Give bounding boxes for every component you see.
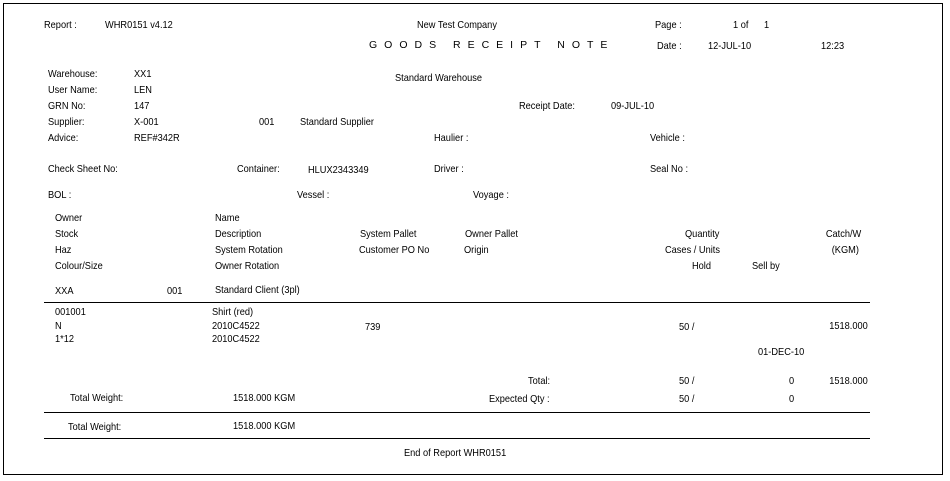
total-units: 0 [789, 375, 795, 387]
advice-label: Advice: [48, 132, 79, 144]
line-quantity: 50 / [679, 321, 695, 333]
report-id: WHR0151 v4.12 [105, 19, 173, 31]
end-of-report: End of Report WHR0151 [404, 447, 507, 459]
report-label: Report : [44, 19, 77, 31]
client-owner: XXA [55, 285, 74, 297]
user-label: User Name: [48, 84, 98, 96]
voyage-label: Voyage : [473, 189, 509, 201]
warehouse-name: Standard Warehouse [395, 72, 482, 84]
col-owner: Owner [55, 212, 83, 224]
container-label: Container: [237, 163, 280, 175]
page-label: Page : [655, 19, 682, 31]
total-qty: 50 / [679, 375, 695, 387]
col-name: Name [215, 212, 240, 224]
page-title: GOODS RECEIPT NOTE [369, 39, 615, 51]
supplier-value: X-001 [134, 116, 159, 128]
check-sheet-label: Check Sheet No: [48, 163, 118, 175]
expected-qty: 50 / [679, 393, 695, 405]
supplier-code: 001 [259, 116, 275, 128]
driver-label: Driver : [434, 163, 464, 175]
col-cases-units: Cases / Units [665, 244, 720, 256]
col-haz: Haz [55, 244, 72, 256]
col-catch-w: Catch/W [825, 228, 861, 240]
line-system-pallet: 739 [365, 321, 381, 333]
expected-units: 0 [789, 393, 795, 405]
haulier-label: Haulier : [434, 132, 469, 144]
page-number: 1 of [733, 19, 749, 31]
vessel-label: Vessel : [297, 189, 330, 201]
col-sell-by: Sell by [752, 260, 780, 272]
line-colour-size: 1*12 [55, 333, 75, 345]
line-system-rotation: 2010C4522 [212, 320, 260, 332]
line-owner-rotation: 2010C4522 [212, 333, 260, 345]
total-weight-value: 1518.000 [829, 375, 868, 387]
col-origin: Origin [464, 244, 489, 256]
date-value: 12-JUL-10 [708, 40, 752, 52]
grn-value: 147 [134, 100, 150, 112]
col-stock: Stock [55, 228, 79, 240]
vehicle-label: Vehicle : [650, 132, 685, 144]
line-sell-by: 01-DEC-10 [758, 346, 805, 358]
supplier-label: Supplier: [48, 116, 85, 128]
col-kgm: (KGM) [831, 244, 859, 256]
receipt-date-label: Receipt Date: [519, 100, 575, 112]
col-quantity: Quantity [685, 228, 720, 240]
user-value: LEN [134, 84, 152, 96]
time-value: 12:23 [821, 40, 845, 52]
client-name: Standard Client (3pl) [215, 284, 300, 296]
footer-divider [44, 438, 870, 439]
col-hold: Hold [692, 260, 712, 272]
warehouse-value: XX1 [134, 68, 152, 80]
client-code: 001 [167, 285, 183, 297]
col-system-rotation: System Rotation [215, 244, 283, 256]
supplier-name: Standard Supplier [300, 116, 374, 128]
col-owner-rotation: Owner Rotation [215, 260, 280, 272]
line-haz: N [55, 320, 62, 332]
col-colour-size: Colour/Size [55, 260, 103, 272]
total-label: Total: [528, 375, 551, 387]
col-description: Description [215, 228, 262, 240]
company-name: New Test Company [417, 19, 497, 31]
date-label: Date : [657, 40, 682, 52]
page-total: 1 [764, 19, 770, 31]
expected-qty-label: Expected Qty : [489, 393, 550, 405]
col-system-pallet: System Pallet [360, 228, 417, 240]
client-divider [44, 302, 870, 303]
line-catch-weight: 1518.000 [829, 320, 868, 332]
totals-divider [44, 412, 870, 413]
bol-label: BOL : [48, 189, 72, 201]
line-stock: 001001 [55, 306, 86, 318]
grand-weight-kgm: 1518.000 KGM [233, 420, 296, 432]
seal-label: Seal No : [650, 163, 689, 175]
total-weight-label: Total Weight: [70, 392, 124, 404]
receipt-date-value: 09-JUL-10 [611, 100, 655, 112]
warehouse-label: Warehouse: [48, 68, 98, 80]
total-weight-kgm: 1518.000 KGM [233, 392, 296, 404]
line-description: Shirt (red) [212, 306, 254, 318]
container-value: HLUX2343349 [308, 164, 369, 176]
col-owner-pallet: Owner Pallet [465, 228, 518, 240]
col-customer-po: Customer PO No [359, 244, 430, 256]
grand-weight-label: Total Weight: [68, 421, 122, 433]
advice-value: REF#342R [134, 132, 180, 144]
grn-label: GRN No: [48, 100, 86, 112]
